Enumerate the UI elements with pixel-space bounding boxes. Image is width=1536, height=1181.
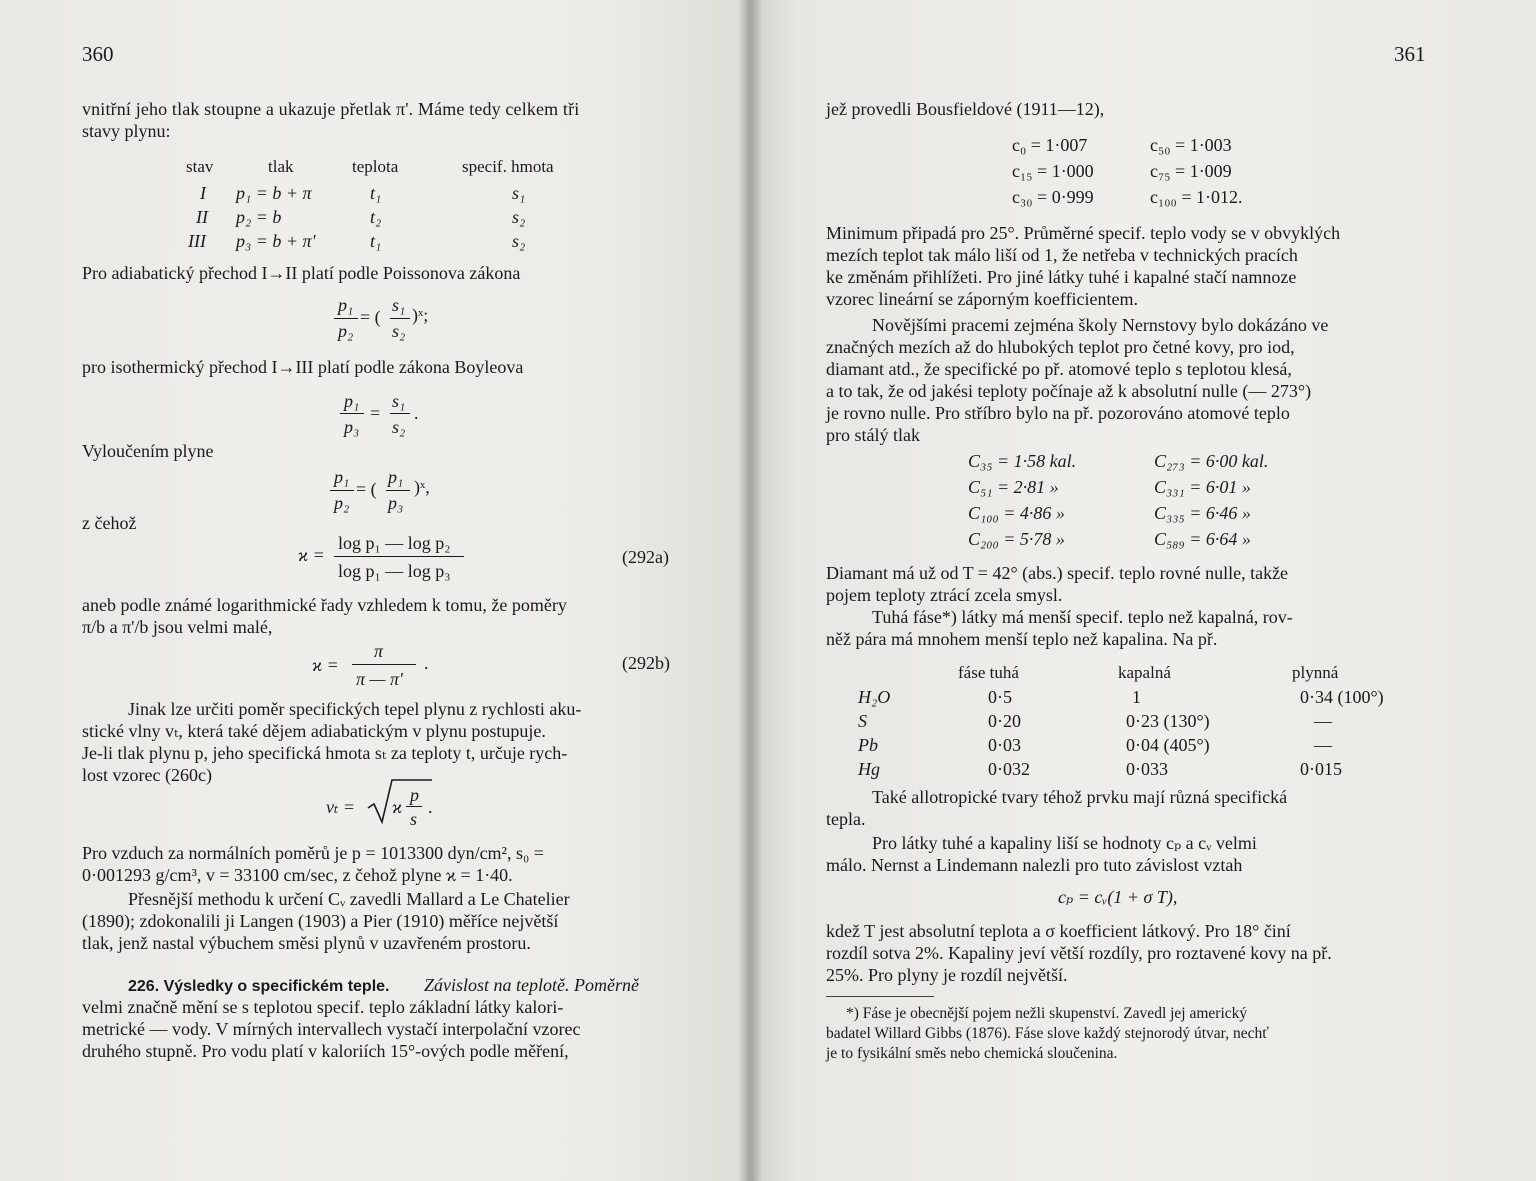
text-line: vzorec lineární se záporným koefficientem.: [826, 289, 1139, 309]
eq-term: p₁: [388, 467, 404, 487]
text-line: Pro adiabatický přechod I→II platí podle Poissonova zákona: [82, 263, 521, 283]
eq-term: .: [414, 403, 419, 423]
table-cell: t₂: [370, 207, 382, 227]
table-cell: 0·20: [988, 711, 1021, 731]
table-cell: 0·04 (405°): [1126, 735, 1210, 755]
value-cell: c₃₀ = 0·999: [1012, 187, 1094, 207]
page-number-right: 361: [1394, 42, 1426, 66]
page-number-left: 360: [82, 42, 114, 66]
text-line: pojem teploty ztrácí zcela smysl.: [826, 585, 1063, 605]
table-header: tlak: [268, 157, 294, 176]
eq-term: p₁: [334, 467, 350, 487]
text-line: značných mezích až do hlubokých teplot pro četné kovy, pro iod,: [826, 337, 1295, 357]
table-header: kapalná: [1118, 663, 1171, 682]
eq-term: log p₁ — log p₂: [338, 533, 451, 553]
text-line: jež provedli Bousfieldové (1911—12),: [826, 99, 1105, 119]
text-line: z čehož: [82, 513, 137, 533]
table-header: fáse tuhá: [958, 663, 1019, 682]
value-cell: C₃₃₁ = 6·01 »: [1154, 477, 1251, 497]
table-cell: p₁ = b + π: [236, 183, 312, 203]
table-cell: t₁: [370, 231, 382, 251]
text-line: něž pára má mnohem menší teplo než kapalina. Na př.: [826, 629, 1218, 649]
text-line: mezích teplot tak málo liší od 1, že netřeba v technických pracích: [826, 245, 1298, 265]
table-cell: 0·5: [988, 687, 1012, 707]
table-cell: p₃ = b + π': [236, 231, 316, 251]
text-line: kdež T jest absolutní teplota a σ koefficient látkový. Pro 18° činí: [826, 921, 1291, 941]
table-cell: 0·23 (130°): [1126, 711, 1210, 731]
table-cell: s₂: [512, 231, 526, 251]
text-line: a to tak, že od jakési teploty počínaje až k absolutní nulle (— 273°): [826, 381, 1312, 401]
right-page: [752, 0, 1536, 1181]
value-cell: C₂₀₀ = 5·78 »: [968, 529, 1065, 549]
eq-term: p₂: [338, 321, 354, 341]
eq-term: p₁: [338, 295, 354, 315]
eq-term: )ˣ,: [414, 477, 430, 497]
table-header: specif. hmota: [462, 157, 554, 176]
table-header: teplota: [352, 157, 399, 176]
eq-term: s₂: [392, 321, 406, 341]
value-cell: C₃₅ = 1·58 kal.: [968, 451, 1077, 471]
eq-term: )ˣ;: [412, 305, 429, 325]
eq-term: = (: [356, 479, 377, 499]
book-gutter: [738, 0, 762, 1181]
text-line: diamant atd., že specifické po př. atomové teplo s teplotou klesá,: [826, 359, 1292, 379]
eq-term: = (: [360, 307, 381, 327]
footnote-line: badatel Willard Gibbs (1876). Fáse slove každý stejnorodý útvar, nechť: [826, 1025, 1269, 1042]
eq-term: p₂: [334, 493, 350, 513]
value-cell: C₅₁ = 2·81 »: [968, 477, 1059, 497]
eq-term: s: [410, 809, 418, 829]
table-cell: II: [196, 207, 208, 227]
table-cell: S: [858, 711, 867, 731]
eq-term: π: [374, 641, 384, 661]
text-line: tepla.: [826, 809, 866, 829]
table-cell: 1: [1132, 687, 1141, 707]
value-cell: c₇₅ = 1·009: [1150, 161, 1232, 181]
text-line: (1890); zdokonalili ji Langen (1903) a Pier (1910) měříce největší: [82, 911, 559, 931]
text-line: rozdíl sotva 2%. Kapaliny jeví větší rozdíly, pro roztavené kovy na př.: [826, 943, 1332, 963]
text-line: Diamant má už od T = 42° (abs.) specif. teplo rovné nulle, takže: [826, 563, 1289, 583]
eq-term: s₁: [392, 295, 406, 315]
eq-term: p: [410, 785, 419, 805]
footnote-line: *) Fáse je obecnější pojem nežli skupenství. Zavedl jej americký: [846, 1005, 1248, 1022]
left-page: [0, 0, 752, 1181]
table-header: plynná: [1292, 663, 1339, 682]
eq-term: .: [428, 797, 433, 817]
eq-term: p₃: [344, 417, 360, 437]
footnote-rule: [826, 996, 934, 997]
text-line: je rovno nulle. Pro stříbro bylo na př. pozorováno atomové teplo: [826, 403, 1290, 423]
value-cell: C₁₀₀ = 4·86 »: [968, 503, 1065, 523]
text-line: 25%. Pro plyny je rozdíl největší.: [826, 965, 1068, 985]
value-cell: c₁₅ = 1·000: [1012, 161, 1094, 181]
table-cell: Pb: [858, 735, 878, 755]
table-cell: 0·015: [1300, 759, 1342, 779]
equation: cₚ = cᵥ(1 + σ T),: [1058, 887, 1178, 907]
eq-term: log p₁ — log p₃: [338, 561, 451, 581]
table-cell: t₁: [370, 183, 382, 203]
text-line: Minimum připadá pro 25°. Průměrné specif. teplo vody se v obvyklých: [826, 223, 1341, 243]
eq-term: .: [424, 653, 429, 673]
text-line: metrické — vody. V mírných intervallech vystačí interpolační vzorec: [82, 1019, 581, 1039]
table-cell: 0·033: [1126, 759, 1168, 779]
text-line: aneb podle známé logarithmické řady vzhledem k tomu, že poměry: [82, 595, 567, 615]
text-line: Je-li tlak plynu p, jeho specifická hmota sₜ za teploty t, určuje rych-: [82, 743, 568, 763]
eq-term: ϰ =: [298, 545, 325, 565]
eq-term: ϰ: [392, 797, 403, 817]
eq-term: vₜ =: [326, 797, 356, 817]
text-line: Novějšími pracemi zejména školy Nernstovy bylo dokázáno ve: [872, 315, 1329, 335]
eq-term: ϰ =: [312, 655, 339, 675]
text-line: Tuhá fáse*) látky má menší specif. teplo než kapalná, rov-: [872, 607, 1293, 627]
text-line: stavy plynu:: [82, 121, 171, 141]
text-line: málo. Nernst a Lindemann nalezli pro tuto závislost vztah: [826, 855, 1243, 875]
value-cell: c₁₀₀ = 1·012.: [1150, 187, 1243, 207]
value-cell: c₀ = 1·007: [1012, 135, 1088, 155]
table-cell: 0·34 (100°): [1300, 687, 1384, 707]
table-cell: s₂: [512, 207, 526, 227]
text-line: Vyloučením plyne: [82, 441, 214, 461]
eq-term: π — π': [356, 669, 403, 689]
text-line: Pro látky tuhé a kapaliny liší se hodnoty cₚ a cᵥ velmi: [872, 833, 1257, 853]
table-cell: H₂O: [858, 687, 891, 707]
text-line: pro isothermický přechod I→III platí podle zákona Boyleova: [82, 357, 524, 377]
value-cell: C₃₃₅ = 6·46 »: [1154, 503, 1251, 523]
table-cell: 0·03: [988, 735, 1021, 755]
section-subtitle: Závislost na teplotě. Poměrně: [424, 975, 639, 995]
table-cell: III: [188, 231, 206, 251]
table-cell: 0·032: [988, 759, 1030, 779]
text-line: 0·001293 g/cm³, v = 33100 cm/sec, z čehož plyne ϰ = 1·40.: [82, 865, 513, 885]
table-cell: p₂ = b: [236, 207, 282, 227]
text-line: Přesnější methodu k určení Cᵥ zavedli Mallard a Le Chatelier: [128, 889, 570, 909]
eq-term: s₂: [392, 417, 406, 437]
text-line: velmi značně mění se s teplotou specif. teplo základní látky kalori-: [82, 997, 564, 1017]
text-line: Pro vzduch za normálních poměrů je p = 1013300 dyn/cm², s₀ =: [82, 843, 544, 863]
text-line: vnitřní jeho tlak stoupne a ukazuje přetlak π'. Máme tedy celkem tři: [82, 99, 580, 119]
value-cell: C₅₈₉ = 6·64 »: [1154, 529, 1251, 549]
table-cell: —: [1314, 735, 1332, 755]
eq-term: p₃: [388, 493, 404, 513]
text-line: pro stálý tlak: [826, 425, 920, 445]
text-line: ke změnám přihlížeti. Pro jiné látky tuhé i kapalné stačí namnoze: [826, 267, 1297, 287]
value-cell: C₂₇₃ = 6·00 kal.: [1154, 451, 1269, 471]
text-line: π/b a π'/b jsou velmi malé,: [82, 617, 273, 637]
table-cell: —: [1314, 711, 1332, 731]
text-line: stické vlny vₜ, která také dějem adiabatickým v plynu postupuje.: [82, 721, 546, 741]
eq-term: =: [370, 403, 381, 423]
value-cell: c₅₀ = 1·003: [1150, 135, 1232, 155]
eq-term: p₁: [344, 391, 360, 411]
section-heading: 226. Výsledky o specifickém teple.: [128, 978, 390, 995]
table-cell: Hg: [858, 759, 880, 779]
eq-term: s₁: [392, 391, 406, 411]
text-line: Také allotropické tvary téhož prvku mají různá specifická: [872, 787, 1288, 807]
eq-number: (292a): [622, 547, 669, 567]
text-line: tlak, jenž nastal výbuchem směsi plynů v uzavřeném prostoru.: [82, 933, 531, 953]
text-line: druhého stupně. Pro vodu platí v kaloriích 15°-ových podle měření,: [82, 1041, 569, 1061]
table-cell: I: [200, 183, 206, 203]
text-line: Jinak lze určiti poměr specifických tepel plynu z rychlosti aku-: [128, 699, 582, 719]
table-header: stav: [186, 157, 214, 176]
footnote-line: je to fysikální směs nebo chemická sloučenina.: [826, 1045, 1118, 1062]
eq-number: (292b): [622, 653, 670, 673]
table-cell: s₁: [512, 183, 526, 203]
text-line: lost vzorec (260c): [82, 765, 212, 785]
